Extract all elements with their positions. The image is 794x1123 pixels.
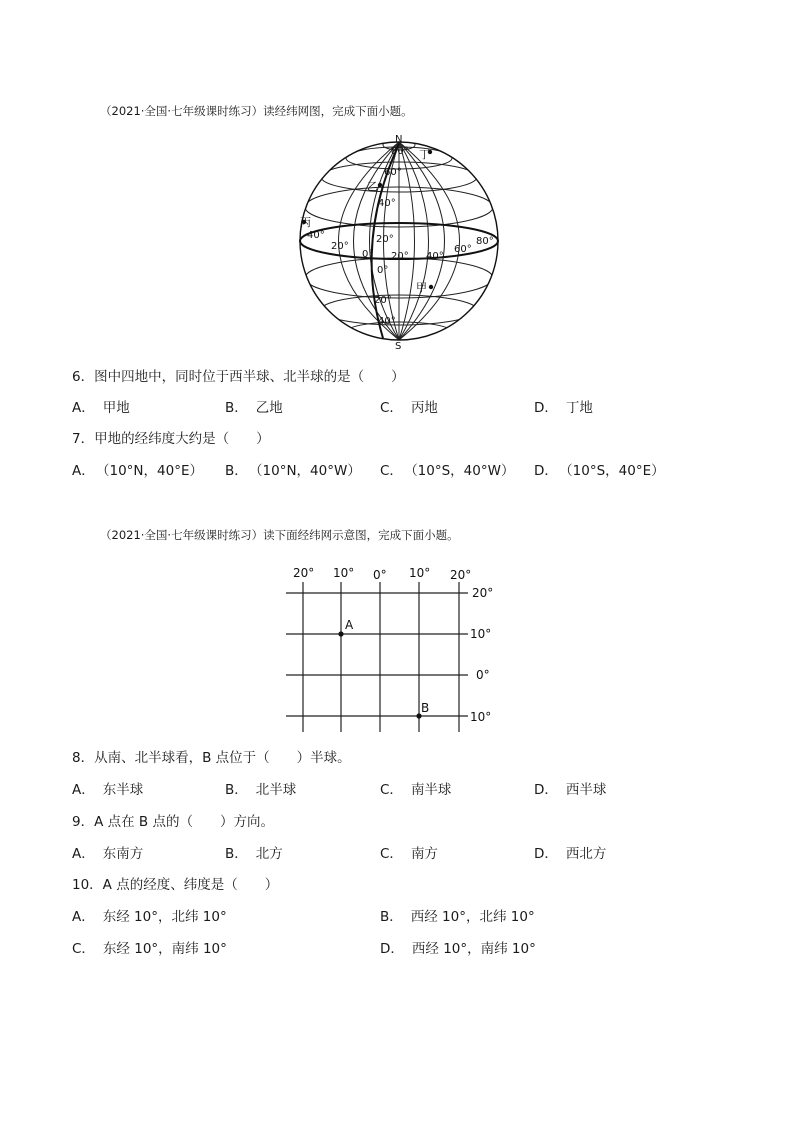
meridian (399, 142, 445, 340)
q10-option-b[interactable]: B． 西经 10°，北纬 10° (380, 909, 535, 925)
question-10: 10．A 点的经度、纬度是（ ） (72, 877, 279, 893)
q7-option-d[interactable]: D． （10°S，40°E） (534, 463, 665, 479)
meridian (399, 142, 429, 340)
question-7: 7．甲地的经纬度大约是（ ） (72, 431, 270, 447)
south-label: S (395, 341, 402, 352)
q9-option-a[interactable]: A． 东南方 (72, 846, 144, 862)
lon-40w-label: 40° (307, 230, 325, 241)
lon-60e-label: 60° (454, 244, 472, 255)
q10-option-a[interactable]: A． 东经 10°，北纬 10° (72, 909, 227, 925)
lon-40e-label: 40° (426, 251, 444, 262)
lat-40-label: 40° (378, 198, 396, 209)
question-8: 8．从南、北半球看，B 点位于（ ）半球。 (72, 750, 351, 766)
lon-80e-label: 80° (476, 236, 494, 247)
q9-option-d[interactable]: D． 西北方 (534, 846, 607, 862)
lat-40s-label: 40° (378, 316, 396, 327)
grid-diagram (280, 562, 510, 734)
globe-diagram (288, 130, 508, 352)
q6-option-a[interactable]: A． 甲地 (72, 400, 130, 416)
top-label-10w: 10° (333, 566, 355, 580)
point-jia-label: 甲 (416, 281, 427, 294)
q10-option-c[interactable]: C． 东经 10°，南纬 10° (72, 941, 227, 957)
top-label-20e: 20° (450, 568, 472, 582)
intro-globe: （2021·全国·七年级课时练习）读经纬网图，完成下面小题。 (100, 104, 413, 118)
q7-option-c[interactable]: C． （10°S，40°W） (380, 463, 515, 479)
question-9: 9．A 点在 B 点的（ ）方向。 (72, 814, 274, 830)
right-label-10s: 10° (470, 710, 492, 724)
intro-grid: （2021·全国·七年级课时练习）读下面经纬网示意图，完成下面小题。 (100, 528, 459, 542)
q9-option-c[interactable]: C． 南方 (380, 846, 438, 862)
lat-20s-label: 20° (374, 295, 392, 306)
lon-20w-label: 20° (331, 241, 349, 252)
lat-60-label: 60° (384, 167, 402, 178)
q8-option-d[interactable]: D． 西半球 (534, 782, 607, 798)
right-label-20n: 20° (472, 586, 494, 600)
point-jia-dot (429, 285, 433, 289)
equator-label: 0° (377, 265, 389, 276)
top-label-10e: 10° (409, 566, 431, 580)
lat-80-label: 80° (391, 146, 409, 157)
q7-option-b[interactable]: B． （10°N，40°W） (225, 463, 361, 479)
point-bing-label: 丙 (300, 216, 311, 229)
point-yi-dot (378, 183, 382, 187)
q7-option-a[interactable]: A． （10°N，40°E） (72, 463, 203, 479)
lon-0-label: 0° (362, 249, 374, 260)
q8-option-a[interactable]: A． 东半球 (72, 782, 144, 798)
lon-20e-label: 20° (391, 251, 409, 262)
q6-option-d[interactable]: D． 丁地 (534, 400, 593, 416)
right-label-10n: 10° (470, 627, 492, 641)
meridian (399, 142, 460, 340)
point-a-label: A (345, 618, 354, 632)
q8-option-b[interactable]: B． 北半球 (225, 782, 297, 798)
north-label: N (395, 134, 403, 145)
top-label-20w: 20° (293, 566, 315, 580)
point-ding-label: 丁 (419, 148, 430, 161)
q6-option-c[interactable]: C． 丙地 (380, 400, 438, 416)
q9-option-b[interactable]: B． 北方 (225, 846, 283, 862)
lat-20-label: 20° (376, 234, 394, 245)
q8-option-c[interactable]: C． 南半球 (380, 782, 452, 798)
right-label-0: 0° (476, 668, 490, 682)
point-a-dot (338, 631, 343, 636)
q10-option-d[interactable]: D． 西经 10°，南纬 10° (380, 941, 536, 957)
point-b-label: B (421, 701, 430, 715)
top-label-0: 0° (373, 568, 387, 582)
q6-option-b[interactable]: B． 乙地 (225, 400, 283, 416)
question-6: 6．图中四地中，同时位于西半球、北半球的是（ ） (72, 369, 405, 385)
point-yi-label: 乙 (367, 180, 378, 193)
